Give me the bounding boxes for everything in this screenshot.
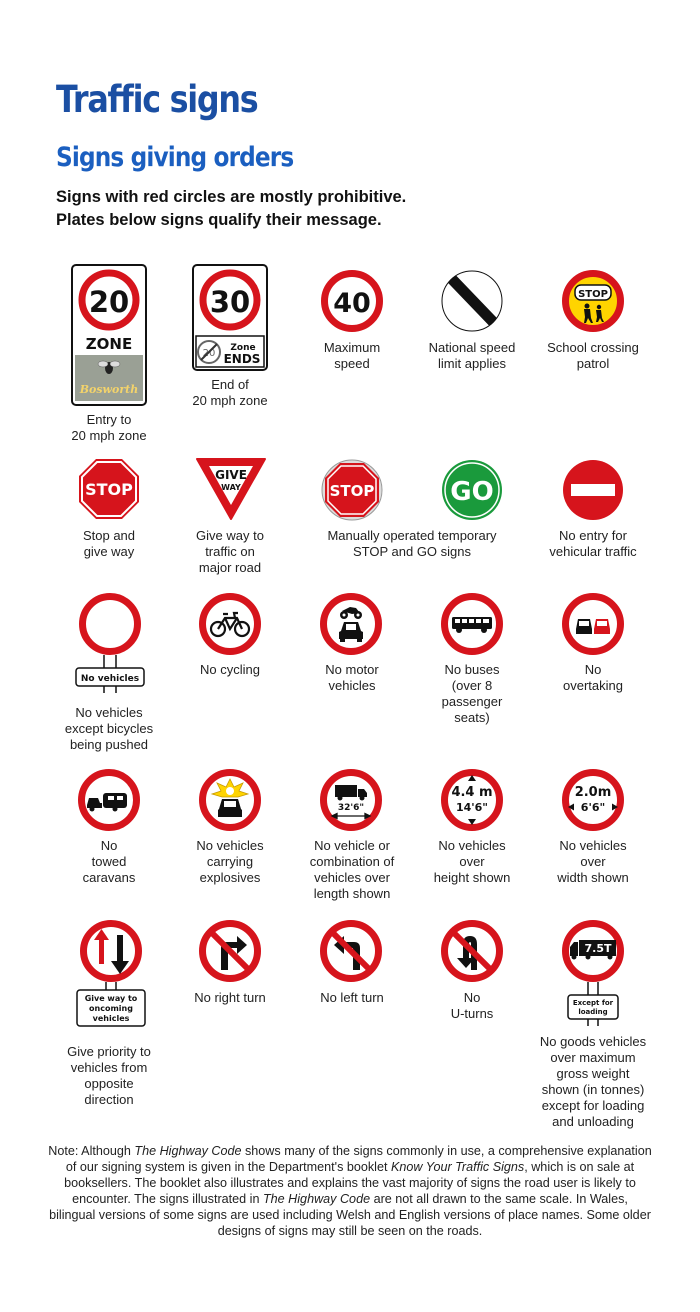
svg-text:No vehicles: No vehicles [80,674,140,684]
caption-no-height: No vehicles over height shown [433,838,511,885]
black-car-icon [576,619,592,634]
caption-no-left-turn: No left turn [320,990,384,1005]
svg-text:6'6": 6'6" [580,801,606,814]
footnote: Note: Although The Highway Code shows many of the signs commonly in use, a comprehensive explanation of our signing system is given in the Department's booklet Know Your Traffic Signs, which is on sale at booksellers. The booklet also illustrates and explains the vast majority of signs the road user is likely to encounter. The signs illustrated in The Highway Code are not all drawn to the same scale. In Wales, bilingual versions of some signs are used including Welsh and English versions of place names. Some older designs of signs may still be seen on the roads. [48,1144,652,1238]
book-title: The Highway Code [262,1192,371,1206]
no-entry-sign [562,459,624,521]
caption-no-width: No vehicles over width shown [557,838,629,885]
ended-20-icon [198,341,220,363]
svg-text:GIVE: GIVE [215,468,247,482]
no-explosives-sign [199,769,261,831]
no-vehicles-sign [74,593,146,693]
caption-no-vehicles: No vehicles except bicycles being pushed [64,705,154,752]
intro-line: Plates below signs qualify their message. [56,211,382,229]
national-speed-sign [441,270,503,332]
no-width-sign [562,769,624,831]
svg-text:vehicles: vehicles [92,1014,130,1023]
svg-text:STOP: STOP [329,482,375,500]
book-title: The Highway Code [134,1144,242,1158]
caption-no-motor: No motor vehicles [325,662,379,693]
no-left-turn-sign [320,920,382,982]
book-title: Know Your Traffic Signs [390,1160,525,1174]
caption-national-speed: National speed limit applies [428,340,516,371]
caption-school-patrol: School crossing patrol [547,340,639,371]
no-buses-sign [441,593,503,655]
svg-text:4.4 m: 4.4 m [451,785,493,800]
svg-text:GO: GO [450,477,494,507]
svg-text:STOP: STOP [85,480,133,499]
no-caravans-sign [78,769,140,831]
page-title: Traffic signs [56,78,258,121]
svg-text:loading: loading [578,1008,608,1016]
caption-no-right-turn: No right turn [194,990,266,1005]
go-sign [441,459,503,521]
give-way-sign [195,457,267,521]
caption-no-cycling: No cycling [200,662,260,677]
no-goods-vehicles-sign [558,920,628,1026]
speed-number: 30 [209,285,251,319]
caption-zone-20: Entry to 20 mph zone [71,412,147,443]
no-overtaking-sign [562,593,624,655]
intro-line: Signs with red circles are mostly prohibitive. [56,188,407,206]
max-speed-sign [321,270,383,332]
caption-zone-end: End of 20 mph zone [192,377,268,408]
no-height-sign [441,769,503,831]
red-car-icon [594,619,610,634]
speed-number: 20 [88,285,130,319]
caption-no-caravans: No towed caravans [82,838,136,885]
svg-text:32'6": 32'6" [337,803,365,813]
caption-no-buses: No buses (over 8 passenger seats) [441,662,503,725]
no-motor-vehicles-sign [320,593,382,655]
caption-no-goods-vehicles: No goods vehicles over maximum gross weight shown (in tonnes) except for loading and unloading [539,1034,647,1129]
caption-give-way: Give way to traffic on major road [196,528,264,575]
ends-text: ENDS [223,352,261,366]
caption-max-speed: Maximum speed [323,340,381,371]
caption-manual-stop-go: Manually operated temporary STOP and GO signs [327,528,497,559]
svg-text:Give way to: Give way to [84,994,138,1003]
svg-text:2.0m: 2.0m [574,785,612,800]
svg-text:Except for: Except for [572,999,614,1007]
caption-no-entry: No entry for vehicular traffic [549,528,637,559]
stop-sign [78,458,140,520]
no-length-sign [320,769,382,831]
caption-no-length: No vehicle or combination of vehicles over length shown [309,838,395,901]
school-patrol-sign [562,270,624,332]
no-cycling-sign [199,593,261,655]
caption-no-explosives: No vehicles carrying explosives [196,838,264,885]
zone-20-sign [71,264,147,406]
caption-no-u-turn: No U-turns [450,990,494,1021]
manual-stop-sign [321,459,383,521]
zone-word: ZONE [85,335,133,353]
svg-text:7.5T: 7.5T [584,942,612,955]
car-icon [218,799,242,817]
no-right-turn-sign [199,920,261,982]
svg-text:WAY: WAY [221,483,241,492]
caption-no-overtaking: No overtaking [563,662,623,693]
svg-text:14'6": 14'6" [455,801,489,814]
svg-text:40: 40 [333,288,371,319]
svg-text:20: 20 [202,348,216,359]
intro-text [56,186,406,232]
caption-give-priority: Give priority to vehicles from opposite direction [67,1044,151,1107]
zone-small-text: Zone [230,343,256,353]
svg-text:STOP: STOP [578,289,608,300]
give-priority-sign [75,920,147,1030]
section-title: Signs giving orders [56,142,294,173]
zone-end-sign [192,264,268,371]
caption-stop: Stop and give way [82,528,136,559]
place-name: Bosworth [79,383,139,396]
svg-text:oncoming: oncoming [89,1004,133,1013]
no-u-turn-sign [441,920,503,982]
